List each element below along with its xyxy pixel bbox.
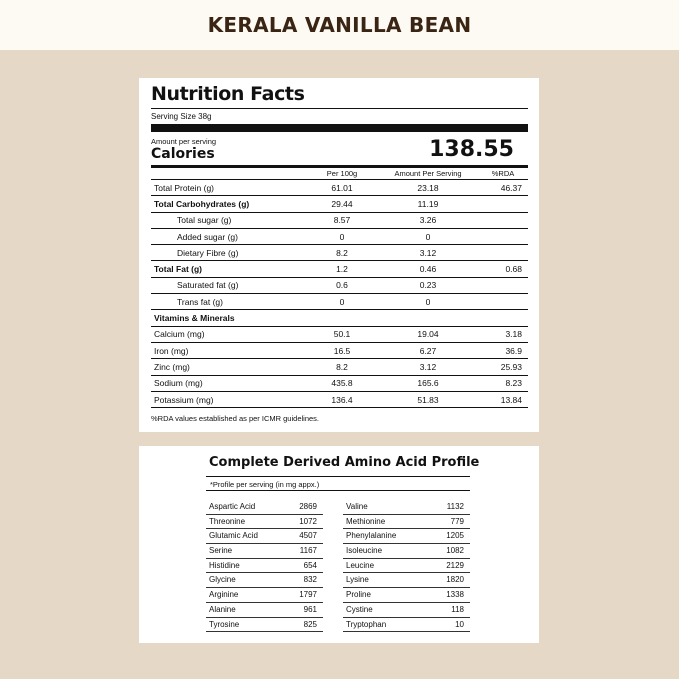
rda-value: 13.84 <box>478 391 528 407</box>
amino-value: 779 <box>423 515 470 530</box>
amino-name: Alanine <box>206 603 271 618</box>
amino-name: Methionine <box>343 515 423 530</box>
nutrient-label: Added sugar (g) <box>151 228 306 244</box>
amino-name: Threonine <box>206 515 271 530</box>
amino-value: 1072 <box>271 515 323 530</box>
calories-row <box>151 132 528 168</box>
amino-value: 2129 <box>423 559 470 574</box>
amino-name: Valine <box>343 500 423 515</box>
nutrient-label: Trans fat (g) <box>151 294 306 310</box>
serving-value: 51.83 <box>378 391 478 407</box>
rda-value: 0.68 <box>478 261 528 277</box>
per100-value: 435.8 <box>306 375 378 391</box>
serving-value <box>378 310 478 326</box>
per100-value: 8.2 <box>306 245 378 261</box>
serving-value: 3.26 <box>378 212 478 228</box>
rda-value <box>478 294 528 310</box>
serving-value: 0.46 <box>378 261 478 277</box>
amino-value: 1338 <box>423 588 470 603</box>
serving-value: 19.04 <box>378 326 478 342</box>
amino-name: Aspartic Acid <box>206 500 271 515</box>
per100-value: 50.1 <box>306 326 378 342</box>
per100-value <box>306 310 378 326</box>
nutrient-label: Calcium (mg) <box>151 326 306 342</box>
rda-value: 46.37 <box>478 180 528 196</box>
per100-value: 29.44 <box>306 196 378 212</box>
amino-gap <box>323 544 343 559</box>
rda-value <box>478 196 528 212</box>
nutrient-label: Dietary Fibre (g) <box>151 245 306 261</box>
nutrition-facts-panel <box>139 78 539 432</box>
col-header-per100: Per 100g <box>306 168 378 180</box>
amino-value: 832 <box>271 573 323 588</box>
nutrient-label: Sodium (mg) <box>151 375 306 391</box>
serving-value: 0 <box>378 294 478 310</box>
nutrition-row <box>151 375 528 391</box>
rda-value: 8.23 <box>478 375 528 391</box>
amino-acid-panel <box>139 446 539 643</box>
rda-value <box>478 212 528 228</box>
rda-value: 36.9 <box>478 342 528 358</box>
amino-name: Tryptophan <box>343 618 423 633</box>
amino-gap <box>323 500 343 515</box>
nutrition-row <box>151 228 528 244</box>
amino-value: 10 <box>423 618 470 633</box>
rda-value: 3.18 <box>478 326 528 342</box>
rda-value <box>478 277 528 293</box>
amino-name: Isoleucine <box>343 544 423 559</box>
amino-value: 654 <box>271 559 323 574</box>
nutrition-row <box>151 245 528 261</box>
amino-value: 2869 <box>271 500 323 515</box>
amino-name: Leucine <box>343 559 423 574</box>
nutrition-row <box>151 391 528 407</box>
product-title: KERALA VANILLA BEAN <box>207 13 472 37</box>
rda-footnote: %RDA values established as per ICMR guidelines. <box>151 414 319 424</box>
amino-name: Lysine <box>343 573 423 588</box>
header-banner <box>0 0 679 50</box>
per100-value: 61.01 <box>306 180 378 196</box>
per100-value: 16.5 <box>306 342 378 358</box>
amino-name: Serine <box>206 544 271 559</box>
per100-value: 0 <box>306 228 378 244</box>
nutrient-label: Total Fat (g) <box>151 261 306 277</box>
amino-value: 1797 <box>271 588 323 603</box>
rda-value: 25.93 <box>478 359 528 375</box>
col-header-rda: %RDA <box>478 168 528 180</box>
serving-value: 3.12 <box>378 359 478 375</box>
nutrition-row <box>151 326 528 342</box>
rda-value <box>478 310 528 326</box>
rda-value <box>478 228 528 244</box>
amino-gap <box>323 618 343 633</box>
amino-name: Cystine <box>343 603 423 618</box>
amino-value: 825 <box>271 618 323 633</box>
nutrition-row <box>151 196 528 212</box>
nutrition-row <box>151 180 528 196</box>
per100-value: 0.6 <box>306 277 378 293</box>
nutrition-row <box>151 342 528 358</box>
amino-gap <box>323 559 343 574</box>
amino-gap <box>323 588 343 603</box>
serving-value: 11.19 <box>378 196 478 212</box>
nutrient-label: Total Carbohydrates (g) <box>151 196 306 212</box>
serving-value: 165.6 <box>378 375 478 391</box>
nutrition-table-header <box>151 168 528 180</box>
rda-value <box>478 245 528 261</box>
amino-gap <box>323 573 343 588</box>
serving-value: 6.27 <box>378 342 478 358</box>
nutrient-label: Total sugar (g) <box>151 212 306 228</box>
amino-value: 1820 <box>423 573 470 588</box>
amino-name: Arginine <box>206 588 271 603</box>
amino-gap <box>323 603 343 618</box>
nutrition-row <box>151 310 528 326</box>
calories-value: 138.55 <box>429 137 514 162</box>
amino-name: Glycine <box>206 573 271 588</box>
amino-value: 1082 <box>423 544 470 559</box>
per100-value: 1.2 <box>306 261 378 277</box>
serving-value: 3.12 <box>378 245 478 261</box>
amino-value: 118 <box>423 603 470 618</box>
amino-name: Proline <box>343 588 423 603</box>
amino-name: Histidine <box>206 559 271 574</box>
amino-title: Complete Derived Amino Acid Profile <box>209 455 480 470</box>
nutrition-row <box>151 277 528 293</box>
nutrient-label: Iron (mg) <box>151 342 306 358</box>
amino-gap <box>323 515 343 530</box>
nutrition-row <box>151 294 528 310</box>
nutrition-table <box>151 168 528 408</box>
serving-value: 0 <box>378 228 478 244</box>
per100-value: 136.4 <box>306 391 378 407</box>
amino-name: Phenylalanine <box>343 529 423 544</box>
nutrient-label: Zinc (mg) <box>151 359 306 375</box>
nutrient-label: Potassium (mg) <box>151 391 306 407</box>
calories-label: Calories <box>151 146 215 162</box>
serving-size: Serving Size 38g <box>151 112 212 121</box>
nutrition-row <box>151 261 528 277</box>
amino-table <box>206 500 470 632</box>
nutrient-label: Vitamins & Minerals <box>151 310 306 326</box>
amino-value: 1132 <box>423 500 470 515</box>
amino-value: 1205 <box>423 529 470 544</box>
nutrition-row <box>151 212 528 228</box>
amino-value: 961 <box>271 603 323 618</box>
col-header-serving: Amount Per Serving <box>378 168 478 180</box>
nutrition-facts-title: Nutrition Facts <box>151 83 528 109</box>
per100-value: 8.2 <box>306 359 378 375</box>
nutrition-row <box>151 359 528 375</box>
header-spacer <box>151 168 306 180</box>
serving-value: 0.23 <box>378 277 478 293</box>
amino-subtitle: *Profile per serving (in mg appx.) <box>206 476 470 491</box>
nutrient-label: Saturated fat (g) <box>151 277 306 293</box>
serving-value: 23.18 <box>378 180 478 196</box>
amino-value: 1167 <box>271 544 323 559</box>
amino-value: 4507 <box>271 529 323 544</box>
amino-name: Glutamic Acid <box>206 529 271 544</box>
nutrient-label: Total Protein (g) <box>151 180 306 196</box>
amino-name: Tyrosine <box>206 618 271 633</box>
divider-bar <box>151 124 528 132</box>
nutrition-table-body <box>151 180 528 408</box>
per100-value: 8.57 <box>306 212 378 228</box>
amount-per-serving-label: Amount per serving <box>151 137 217 146</box>
amino-gap <box>323 529 343 544</box>
per100-value: 0 <box>306 294 378 310</box>
